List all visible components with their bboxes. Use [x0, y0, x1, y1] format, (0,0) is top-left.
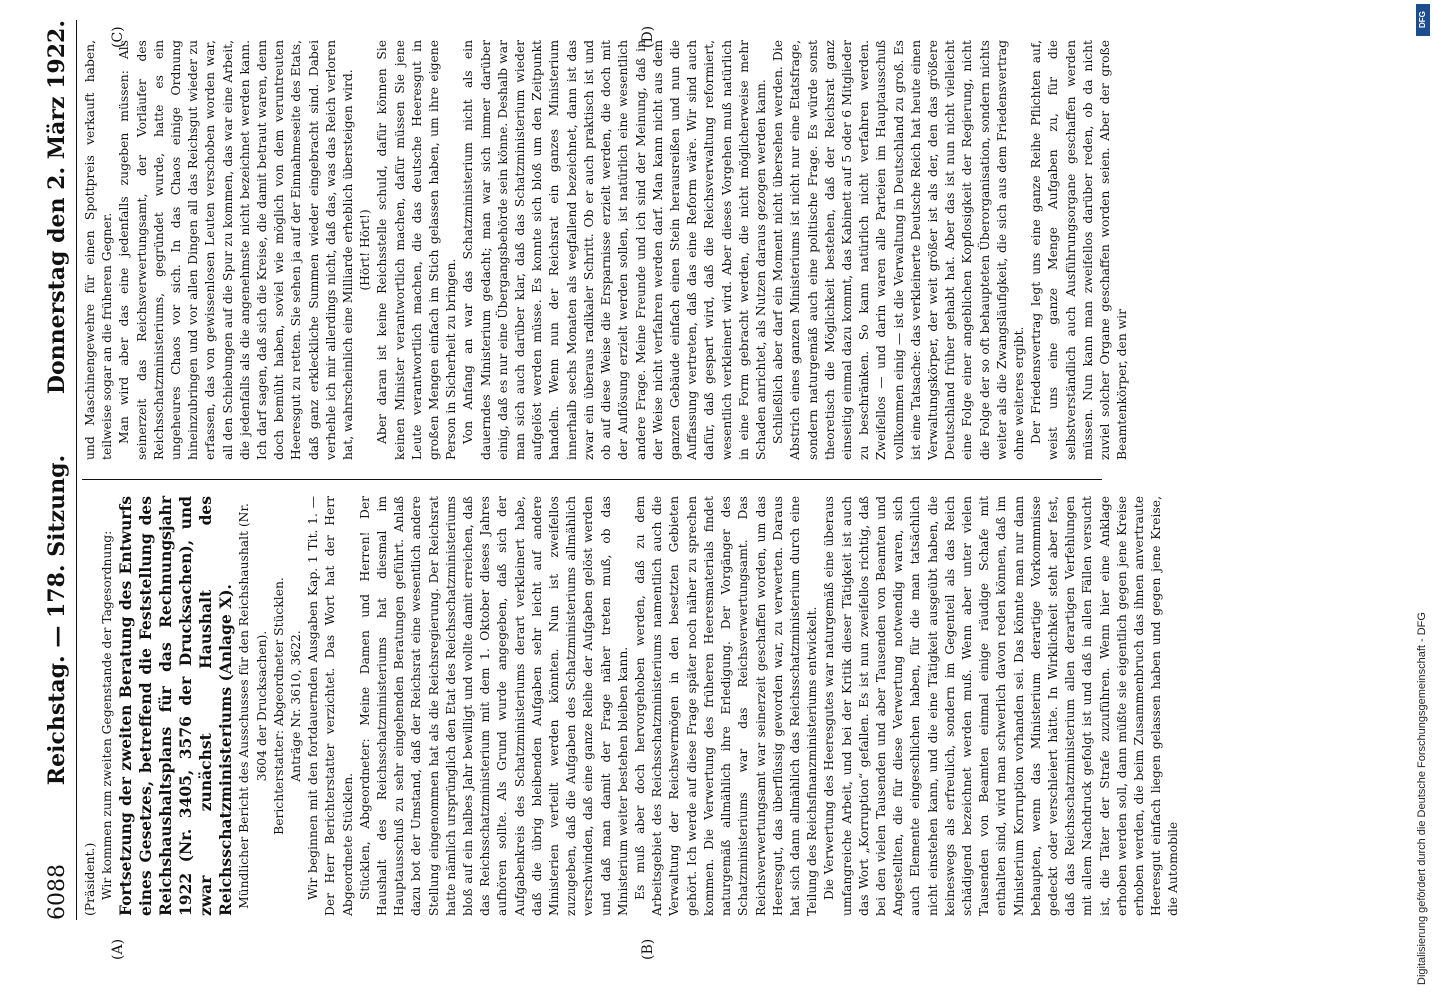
paragraph: Wir kommen zum zweiten Gegenstande der Tagesordnung: — [100, 530, 115, 900]
dfg-logo: DFG — [1416, 4, 1430, 36]
paragraph: Es muß aber doch hervorgehoben werden, daß zu dem Arbeitsgebiet des Reichsschatzministeriums namentlich auch die Verwaltung der Reichsvermögen in den besetzten Gebieten gehört. Ich werde auf diese Frage später noch näher zu sprechen kommen. Die Verwertung des früheren Heeresmaterials findet naturgemäß allmählich ihre Erledigung. Der Vorgänger des Schatzministeriums war das Reichsverwertungsamt. Das Reichsverwertungsamt war seinerzeit geschaffen worden, um das Heeresgut, das überflüssig geworden war, zu verwerten. Daraus hat sich dann allmählich das Reichsschatzministerium durch eine Teilung des Reichsfinanzministeriums entwickelt. — [633, 496, 820, 916]
interjection: (Hört! Hört!) — [358, 209, 373, 291]
paragraph: Stücklen, Abgeordneter: Meine Damen und Herren! Der Haushalt des Reichsschatzministeriums hat diesmal im Hauptausschuß zu sehr eingehenden Beratungen geführt. Anlaß dazu bot der Umstand, daß der Reichsrat eine wesentlich andere Stellung eingenommen hat als die Reichsregierung. Der Reichsrat hatte nämlich ursprünglich den Etat des Reichsschatzministeriums bloß auf ein halbes Jahr bewilligt und wollte damit erreichen, daß das Reichsschatzministerium mit dem 1. Oktober dieses Jahres aufhören sollte. Als Grund wurde angegeben, daß sich der Aufgabenkreis des Schatzministeriums derart verkleinert habe, daß die übrig bleibenden Aufgaben sehr leicht auf andere Ministerien verteilt werden könnten. Nun ist zweifellos zuzugeben, daß die Aufgaben des Schatzministeriums allmählich verschwinden, daß eine ganze Reihe der Aufgaben gelöst werden und daß man damit der Frage näher treten muß, ob das Ministerium weiter bestehen bleiben kann. — [357, 496, 630, 916]
speaker-head: (Präsident.) — [83, 842, 97, 916]
right-column — [82, 40, 1131, 460]
paragraph: Aber daran ist keine Reichsstelle schuld, dafür können Sie keinen Minister verantwortlich machen, dafür müssen Sie jene Leute verantwortlich machen, die das deutsche Heeresgut in großen Mengen einfach im Stich gelassen haben, um ihre eigene Person in Sicherheit zu bringen. — [375, 40, 459, 460]
margin-mark-b: (B) — [640, 938, 656, 960]
paragraph: Mündlicher Bericht des Ausschusses für den Reichshaushalt (Nr. 3604 der Drucksachen). — [237, 503, 269, 909]
credit-text: Digitalisierung gefördert durch die Deutsche Forschungsgemeinschaft - DFG — [1416, 612, 1428, 985]
paragraph: Wir beginnen mit den fortdauernden Ausgaben Kap. 1 Tit. 1. — Der Herr Berichterstatter verzichtet. Das Wort hat der Herr Abgeordnete Stücklen. — [306, 496, 355, 916]
paragraph: Von Anfang an war das Schatzministerium nicht als ein dauerndes Ministerium gedacht; man war sich immer darüber einig, daß es nur eine Übergangsbehörde sein könne. Deshalb war man sich auch darüber klar, daß das Schatzministerium wieder aufgelöst werden müsse. Es konnte sich bloß um den Zeitpunkt handeln. Wenn nun der Reichsrat ein ganzes Ministerium innerhalb sechs Monaten als wegfallend bezeichnet, dann ist das zwar ein überaus radikaler Schritt. Ob er auch praktisch ist und ob auf diese Weise die Ersparnisse erzielt werden, die doch mit der Auflösung erzielt werden sollen, ist natürlich eine wesentlich andere Frage. Meine Freunde und ich sind der Meinung, daß in der Weise nicht verfahren werden darf. Man kann nicht aus dem ganzen Gebäude einfach einen Stein herausreißen und nun die Auffassung vertreten, daß das eine Reform wäre. Wir sind auch dafür, daß gespart wird, daß die Reichsverwaltung reformiert, wesentlich verkleinert wird. Aber dieses Vorgehen muß natürlich in eine Form gebracht werden, die nicht möglicherweise mehr Schaden anrichtet, als Nutzen daraus gezogen werden kann. — [461, 40, 768, 460]
paragraph: Berichterstatter: Abgeordneter Stücklen. — [271, 577, 286, 835]
page-number: 6088 — [44, 864, 70, 920]
session-title: Reichstag. — 178. Sitzung. — [44, 454, 70, 786]
margin-mark-d: (D) — [640, 25, 656, 48]
digitization-credit — [1414, 0, 1434, 1000]
paragraph: und Maschinengewehre für einen Spottpreis verkauft haben, teilweise sogar an die früheren Gegner. — [83, 40, 115, 460]
left-column — [82, 496, 1183, 916]
page-header — [42, 20, 72, 920]
agenda-title: Fortsetzung der zweiten Beratung des Entwurfs eines Gesetzes, betreffend die Feststellung des Reichshaushaltsplans für das Rechnungsjahr 1922 (Nr. 3405, 3576 der Drucksachen), und zwar zunächst Haushalt des Reichsschatzministeriums (Anlage X). — [116, 496, 236, 916]
margin-mark-a: (A) — [110, 938, 126, 960]
session-date: Donnerstag den 2. März 1922. — [44, 20, 70, 395]
paragraph: Die Verwertung des Heeresgutes war naturgemäß eine überaus umfangreiche Arbeit, und bei der Kritik dieser Tätigkeit ist auch das Wort „Korruption“ gefallen. Es ist nun zweifellos richtig, daß bei den vielen Tausenden und aber Tausenden von Beamten und Angestellten, die für diese Verwertung notwendig waren, sich auch Elemente eingeschlichen haben, für die man tatsächlich nicht einstehen kann, und die eine Tätigkeit ausgeübt haben, die keineswegs als erfreulich, sondern im Gegenteil als das Reich schädigend bezeichnet werden muß. Wenn aber unter vielen Tausenden von Beamten einmal einige räudige Schafe mit enthalten sind, wird man schwerlich davon reden können, daß im Ministerium Korruption vorhanden sei. Das könnte man nur dann behaupten, wenn das Ministerium derartige Vorkommnisse gedeckt oder verschleiert hätte. In Wirklichkeit steht aber fest, daß das Reichsschatzministerium allen derartigen Verfehlungen mit allem Nachdruck gefolgt ist und daß in allen Fällen versucht ist, die Täter der Strafe zuzuführen. Wenn hier eine Anklage erhoben werden soll, dann müßte sie eigentlich gegen jene Kreise erhoben werden, die beim Zusammenbruch das ihnen anvertraute Heeresgut einfach liegen gelassen haben und gegen jene Kreise, die Automobile — [822, 496, 1181, 916]
paragraph: Der Friedensvertrag legt uns eine ganze Reihe Pflichten auf, weist uns eine ganze Menge Aufgaben zu, für die selbstverständlich auch Ausführungsorgane geschaffen werden müssen. Nun kann man zweifellos darüber reden, ob da nicht zuviel solcher Organe geschaffen worden seien. Aber der große Beamtenkörper, den wir — [1029, 40, 1130, 460]
header-rule — [76, 20, 77, 920]
paragraph: Schließlich aber darf ein Moment nicht übersehen werden. Die Abstrich eines ganzen Ministeriums ist nicht nur eine Etatsfrage, sondern naturgemäß auch eine politische Frage. Es würde sonst theoretisch die Möglichkeit bestehen, daß der Reichsrat ganz einseitig einmal dazu kommt, das Kabinett auf 5 oder 6 Mitglieder zu beschränken. So kann natürlich nicht verfahren werden. Zweifellos — und darin waren alle Parteien im Hauptausschuß vollkommen einig — ist die Verwaltung in Deutschland zu groß. Es ist eine Tatsache: das verkleinerte Deutsche Reich hat heute einen Verwaltungskörper, der weit größer ist als der, den das größere Deutschland früher gehabt hat. Aber das ist nun nicht vielleicht eine Folge einer angeblichen Kopflosigkeit der Regierung, nicht die Folge der so oft behaupteten Überorganisation, sondern nichts weiter als die Zwangsläufigkeit, die sich aus dem Friedensvertrag ohne weiteres ergibt. — [771, 40, 1026, 460]
paragraph: Man wird aber das eine jedenfalls zugeben müssen: Als seinerzeit das Reichsverwertungsamt, der Vorläufer des Reichsschatzministeriums, gegründet wurde, hatte es ein ungeheures Chaos vor sich. In das Chaos einige Ordnung hineinzubringen und vor allen Dingen all das Reichsgut wieder zu erfassen, das von gewissenlosen Leuten verschoben worden war, all den Schiebungen auf die Spur zu kommen, das war eine Arbeit, die jedenfalls als die angenehmste nicht bezeichnet werden kann. Ich darf sagen, daß sich die Kreise, die damit betraut waren, denn doch bemüht haben, soviel wie möglich von dem veruntreuten Heeresgut zu retten. Sie sehen ja auf der Einnahmeseite des Etats, daß ganz erkleckliche Summen wieder eingebracht sind. Dabei verhehle ich mir allerdings nicht, daß das, was das Reich verloren hat, wahrscheinlich eine Milliarde erheblich übersteigen wird. — [117, 40, 356, 460]
paragraph: Anträge Nr. 3610, 3622. — [289, 630, 304, 782]
margin-mark-c: (C) — [110, 26, 126, 48]
column-rule — [82, 479, 1102, 480]
